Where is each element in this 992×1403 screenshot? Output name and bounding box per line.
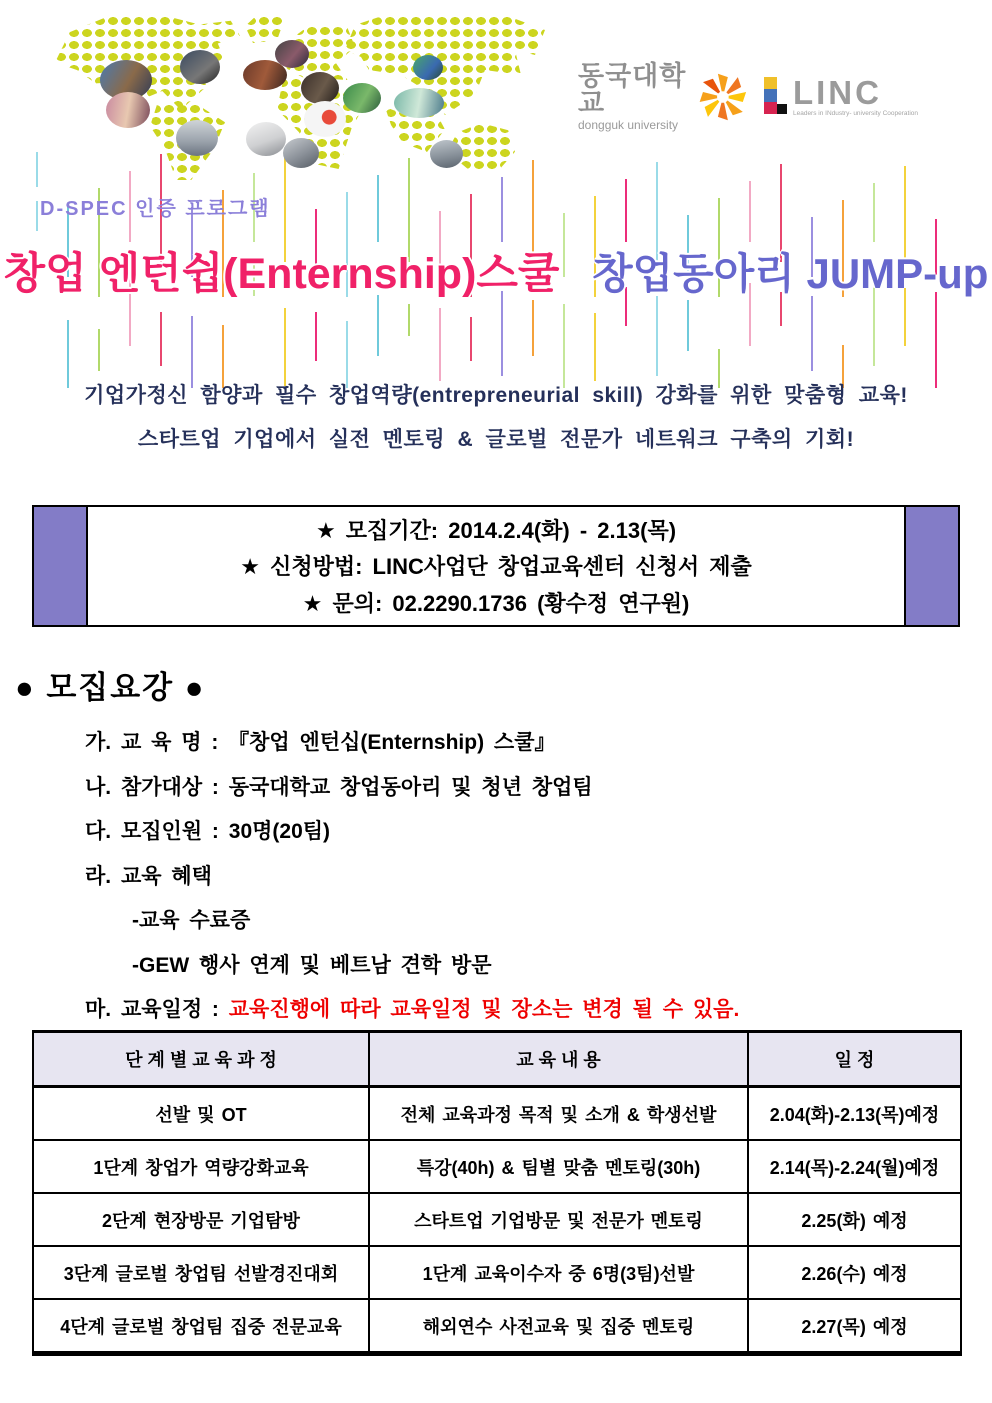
recruit-benefit-certificate: -교육 수료증 xyxy=(132,909,251,932)
intro-line-2: 스타트업 기업에서 실전 멘토링 & 글로벌 전문가 네트워크 구축의 기회! xyxy=(137,428,855,451)
stripe-decoration xyxy=(160,312,162,366)
university-name-kr: 동국대학교 xyxy=(578,61,687,118)
content-cell: 1단계 교육이수자 중 6명(3팀)선발 xyxy=(369,1246,748,1299)
map-photo xyxy=(413,55,443,80)
col-header-content: 교 육 내 용 xyxy=(369,1032,748,1087)
date-cell: 2.25(화) 예정 xyxy=(748,1193,961,1246)
stage-cell: 선발 및 OT xyxy=(155,1104,247,1125)
stripe-decoration xyxy=(594,313,596,381)
stripe-decoration xyxy=(36,152,38,187)
schedule-row xyxy=(33,1193,961,1246)
schedule-table xyxy=(32,1030,962,1356)
date-cell: 2.27(목) 예정 xyxy=(748,1299,961,1354)
stripe-decoration xyxy=(36,201,38,231)
stripe-decoration xyxy=(501,177,503,242)
dspec-program-label: D-SPEC 인증 프로그램 xyxy=(40,198,271,220)
main-title xyxy=(0,240,992,301)
content-cell: 전체 교육과정 목적 및 소개 & 학생선발 xyxy=(369,1087,748,1141)
linc-blocks-icon xyxy=(764,77,790,117)
notice-period: ★ 모집기간: 2014.2.4(화) - 2.13(목) xyxy=(315,517,677,543)
linc-logo xyxy=(764,73,918,118)
stripe-decoration xyxy=(377,295,379,356)
stage-cell: 2단계 현장방문 기업탐방 xyxy=(33,1193,369,1246)
map-photo xyxy=(304,101,346,137)
title-enternship-school: 창업 엔턴쉽(Enternship)스쿨 xyxy=(3,250,560,298)
stripe-decoration xyxy=(470,317,472,361)
notice-contact: ★ 문의: 02.2290.1736 (황수정 연구원) xyxy=(302,591,690,617)
schedule-label: 마. 교육일정 : xyxy=(85,998,229,1021)
map-photo xyxy=(106,92,150,128)
date-cell: 2.14(목)-2.24(월)예정 xyxy=(748,1140,961,1193)
linc-wordmark: LINC xyxy=(792,73,882,111)
stage-cell: 3단계 글로벌 창업팀 선발경진대회 xyxy=(33,1246,369,1299)
date-cell: 2.26(수) 예정 xyxy=(748,1246,961,1299)
col-header-date: 일 정 xyxy=(748,1032,961,1087)
recruit-item-headcount: 다. 모집인원 : 30명(20팀) xyxy=(85,820,331,843)
linc-tagline: Leaders in INdustry- university Cooperation xyxy=(792,110,918,118)
recruit-item-target: 나. 참가대상 : 동국대학교 창업동아리 및 청년 창업팀 xyxy=(85,775,593,799)
map-photo xyxy=(430,140,463,168)
content-cell: 해외연수 사전교육 및 집중 멘토링 xyxy=(369,1299,748,1354)
recruit-item-name: 가. 교 육 명 : 『창업 엔턴십(Enternship) 스쿨』 xyxy=(85,731,556,754)
recruit-item-benefits: 라. 교육 혜택 xyxy=(85,864,212,888)
map-photo xyxy=(275,40,309,68)
map-photo xyxy=(246,122,286,156)
stripe-decoration xyxy=(687,300,689,351)
stripe-decoration xyxy=(439,308,441,381)
stripe-decoration xyxy=(98,329,100,371)
dongguk-university-logo xyxy=(578,63,694,131)
stage-cell: 1단계 창업가 역량강화교육 xyxy=(33,1140,369,1193)
date-cell: 2.04(화)-2.13(목)예정 xyxy=(748,1087,961,1141)
stripe-decoration xyxy=(656,296,658,376)
map-photo xyxy=(176,120,218,156)
stage-cell: 4단계 글로벌 창업팀 집중 전문교육 xyxy=(33,1299,369,1354)
stripe-decoration xyxy=(811,296,813,371)
content-cell: 특강(40h) & 팀별 맞춤 멘토링(30h) xyxy=(369,1140,748,1193)
intro-text xyxy=(0,374,992,462)
stripe-decoration xyxy=(315,312,317,361)
col-header-stage: 단 계 별 교 육 과 정 xyxy=(33,1032,369,1087)
stripe-decoration xyxy=(501,291,503,376)
map-photo xyxy=(301,72,339,104)
content-cell: 스타트업 기업방문 및 전문가 멘토링 xyxy=(369,1193,748,1246)
recruit-item-schedule xyxy=(85,988,992,1033)
stripe-decoration xyxy=(408,304,410,336)
map-photo xyxy=(394,88,444,118)
notice-box-left-bar xyxy=(34,507,88,625)
section-heading: ● 모집요강 ● xyxy=(15,670,206,705)
schedule-row xyxy=(33,1087,961,1141)
schedule-row xyxy=(33,1140,961,1193)
title-jumpup: 창업동아리 JUMP-up xyxy=(591,250,989,297)
schedule-warning: 교육진행에 따라 교육일정 및 장소는 변경 될 수 있음. xyxy=(228,998,740,1021)
map-photo xyxy=(343,83,381,113)
schedule-header-row xyxy=(33,1032,961,1087)
stripe-decoration xyxy=(625,179,627,242)
stripe-decoration xyxy=(377,175,379,242)
university-name-en: dongguk university xyxy=(578,118,679,132)
stripe-decoration xyxy=(873,183,875,242)
intro-line-1: 기업가정신 함양과 필수 창업역량(entrepreneurial skill) 강화를 위한 맞춤형 교육! xyxy=(84,384,908,407)
schedule-row xyxy=(33,1299,961,1354)
stripe-decoration xyxy=(749,181,751,242)
map-photo xyxy=(283,138,319,168)
schedule-row xyxy=(33,1246,961,1299)
notice-box-right-bar xyxy=(904,507,958,625)
continent-greenland xyxy=(245,15,285,43)
recruit-notice-box xyxy=(32,505,960,627)
recruit-benefit-gew: -GEW 행사 연계 및 베트남 견학 방문 xyxy=(132,953,492,977)
notice-apply-method: ★ 신청방법: LINC사업단 창업교육센터 신청서 제출 xyxy=(240,554,752,580)
lotus-flower-icon xyxy=(698,68,748,126)
map-photo xyxy=(180,50,220,84)
stripe-decoration xyxy=(532,300,534,356)
recruit-section xyxy=(0,662,992,1033)
logo-area xyxy=(578,62,918,132)
